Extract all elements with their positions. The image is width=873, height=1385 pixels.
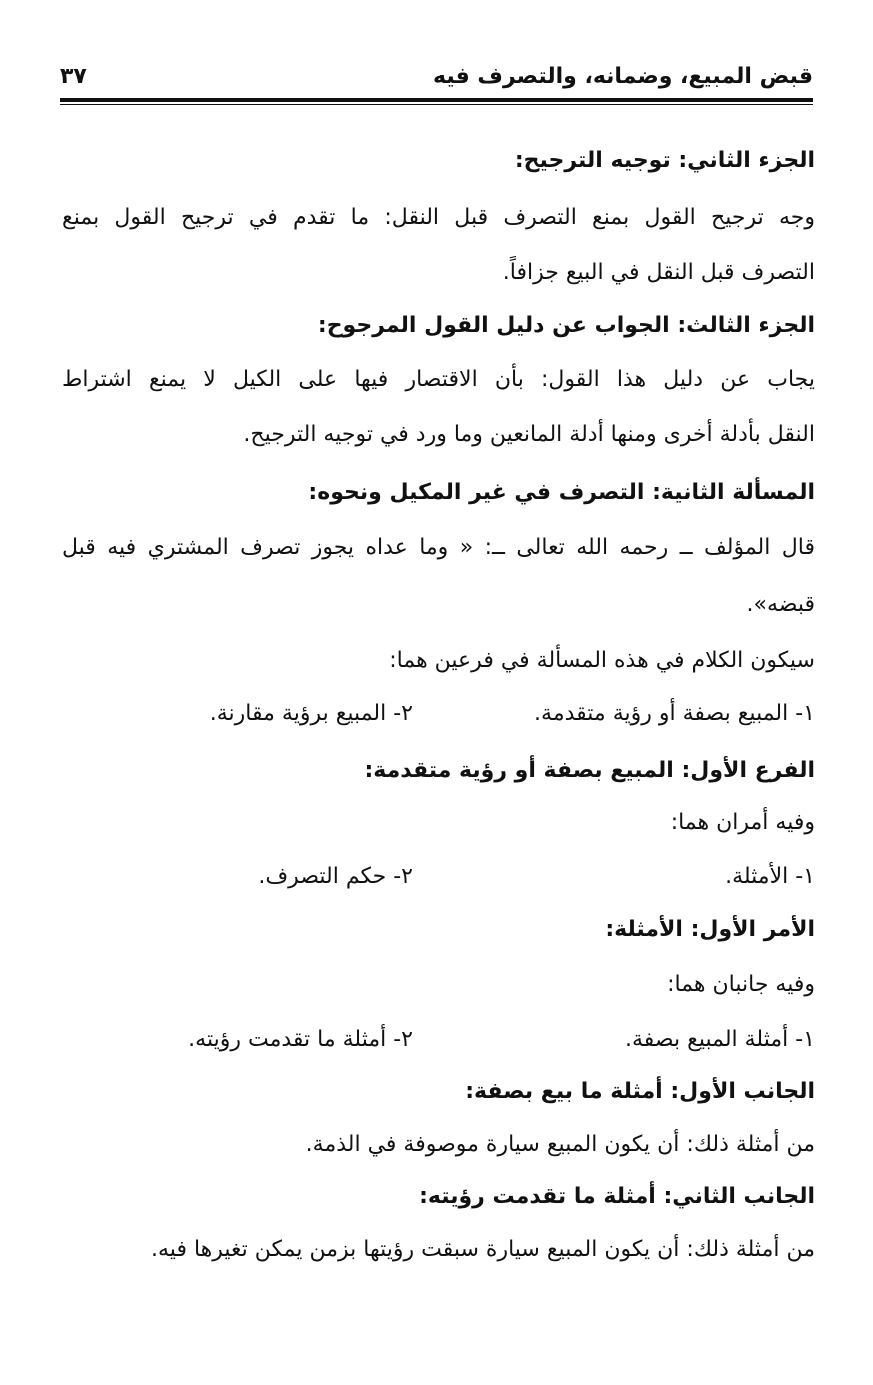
page-header [60, 62, 813, 106]
paragraph-line: من أمثلة ذلك: أن يكون المبيع سيارة موصوفة في الذمة. [305, 1132, 815, 1157]
paragraph-line: وفيه جانبان هما: [667, 972, 815, 997]
heading-issue-two: المسألة الثانية: التصرف في غير المكيل ونحوه: [308, 480, 815, 505]
list-item: ١- أمثلة المبيع بصفة. [625, 1027, 815, 1052]
paragraph-line: من أمثلة ذلك: أن يكون المبيع سيارة سبقت رؤيتها بزمن يمكن تغيرها فيه. [151, 1237, 815, 1262]
paragraph-line: يجاب عن دليل هذا القول: بأن الاقتصار فيها على الكيل لا يمنع اشتراط [62, 367, 815, 392]
heading-branch-one: الفرع الأول: المبيع بصفة أو رؤية متقدمة: [364, 758, 815, 783]
heading-part-three: الجزء الثالث: الجواب عن دليل القول المرجوح: [317, 313, 815, 338]
heading-matter-one: الأمر الأول: الأمثلة: [605, 917, 815, 942]
paragraph-line: التصرف قبل النقل في البيع جزافاً. [502, 260, 815, 285]
list-item: ٢- حكم التصرف. [258, 864, 413, 889]
header-rule-thin [60, 104, 813, 105]
running-title: قبض المبيع، وضمانه، والتصرف فيه [433, 64, 813, 89]
list-item: ٢- أمثلة ما تقدمت رؤيته. [188, 1027, 413, 1052]
list-item: ١- المبيع بصفة أو رؤية متقدمة. [534, 701, 815, 726]
page-number: ٣٧ [60, 64, 87, 89]
paragraph-line: قال المؤلف ــ رحمه الله تعالى ــ: « وما عداه يجوز تصرف المشتري فيه قبل [62, 535, 815, 560]
paragraph-line: النقل بأدلة أخرى ومنها أدلة المانعين وما ورد في توجيه الترجيح. [243, 422, 815, 447]
list-item: ٢- المبيع برؤية مقارنة. [209, 701, 413, 726]
paragraph-line: وجه ترجيح القول بمنع التصرف قبل النقل: ما تقدم في ترجيح القول بمنع [62, 205, 815, 230]
heading-side-two: الجانب الثاني: أمثلة ما تقدمت رؤيته: [419, 1184, 815, 1209]
list-item: ١- الأمثلة. [725, 864, 815, 889]
paragraph-line: وفيه أمران هما: [670, 810, 815, 835]
heading-side-one: الجانب الأول: أمثلة ما بيع بصفة: [465, 1079, 815, 1104]
header-rule-thick [60, 98, 813, 102]
paragraph-line: قبضه». [746, 592, 815, 617]
heading-part-two: الجزء الثاني: توجيه الترجيح: [514, 148, 815, 173]
paragraph-line: سيكون الكلام في هذه المسألة في فرعين هما: [389, 648, 815, 673]
